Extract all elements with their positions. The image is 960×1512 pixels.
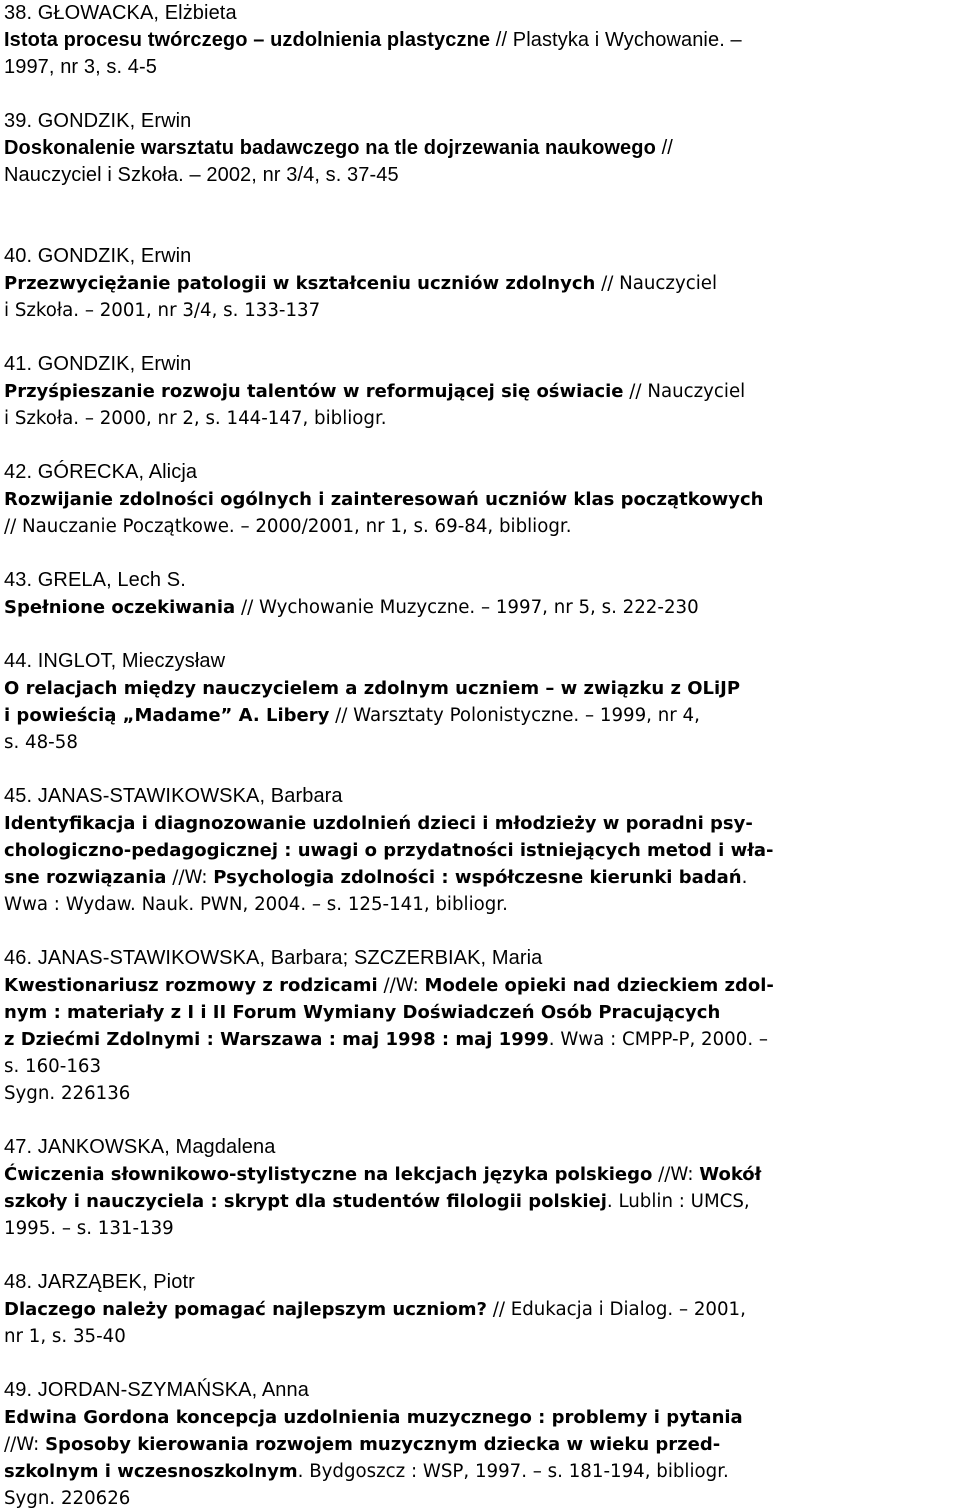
entry-number: 45.	[4, 785, 33, 807]
entry-title-text: sne rozwiązania	[4, 867, 167, 888]
bibliography-entry	[4, 108, 956, 189]
entry-source-text: s. 48-58	[4, 732, 78, 753]
entry-source-text: //W:	[4, 1434, 46, 1455]
entry-number: 42.	[4, 461, 33, 483]
entry-title-text: Modele opieki nad dzieckiem zdol-	[424, 975, 774, 996]
bibliography-entry	[4, 945, 956, 1107]
entry-source-text: 1997, nr 3, s. 4-5	[4, 56, 158, 78]
bibliography-entry	[4, 0, 956, 81]
entry-title-text: Dlaczego należy pomagać najlepszym uczniom?	[4, 1299, 487, 1320]
entry-text-line	[4, 513, 956, 540]
entry-source-text: Sygn. 220626	[4, 1488, 131, 1509]
entry-source-text: // Nauczyciel	[595, 273, 718, 294]
entry-title-text: Sposoby kierowania rozwojem muzycznym dziecka w wieku przed-	[45, 1434, 721, 1455]
entry-heading	[4, 0, 956, 27]
entry-number: 47.	[4, 1136, 33, 1158]
entry-heading	[4, 108, 956, 135]
entry-title-text: nym : materiały z I i II Forum Wymiany Doświadczeń Osób Pracujących	[4, 1002, 721, 1023]
entry-heading	[4, 783, 956, 810]
entry-text-line	[4, 1296, 956, 1323]
bibliography-entry	[4, 567, 956, 621]
entry-title-text: z Dziećmi Zdolnymi : Warszawa : maj 1998 : maj 1999	[4, 1029, 549, 1050]
entry-heading	[4, 351, 956, 378]
entry-author: JORDAN-SZYMAŃSKA, Anna	[32, 1379, 309, 1401]
entry-text-line	[4, 999, 956, 1026]
bibliography-entry	[4, 1269, 956, 1350]
entry-text-line	[4, 378, 956, 405]
entry-text-line	[4, 594, 956, 621]
entry-source-text: 1995. – s. 131-139	[4, 1218, 174, 1239]
entry-title-text: Spełnione oczekiwania	[4, 597, 236, 618]
entry-title-text: Istota procesu twórczego – uzdolnienia plastyczne	[4, 29, 491, 51]
entry-number: 48.	[4, 1271, 33, 1293]
entry-number: 49.	[4, 1379, 33, 1401]
entry-title-text: O relacjach między nauczycielem a zdolnym uczniem – w związku z OLiJP	[4, 678, 741, 699]
entry-text-line	[4, 864, 956, 891]
entry-heading	[4, 1377, 956, 1404]
entry-heading	[4, 648, 956, 675]
entry-number: 46.	[4, 947, 33, 969]
entry-source-text: nr 1, s. 35-40	[4, 1326, 126, 1347]
entry-text-line	[4, 837, 956, 864]
entry-source-text: // Nauczyciel	[623, 381, 746, 402]
entry-source-text: // Edukacja i Dialog. – 2001,	[486, 1299, 746, 1320]
entry-number: 39.	[4, 110, 33, 132]
entry-text-line	[4, 729, 956, 756]
entry-text-line	[4, 675, 956, 702]
entry-source-text: i Szkoła. – 2000, nr 2, s. 144-147, bibliogr.	[4, 408, 387, 429]
entry-author: JARZĄBEK, Piotr	[32, 1271, 195, 1293]
bibliography-entry	[4, 783, 956, 918]
entry-text-line	[4, 405, 956, 432]
entry-author: GONDZIK, Erwin	[32, 110, 192, 132]
entry-text-line	[4, 1053, 956, 1080]
entry-title-text: Wokół	[699, 1164, 762, 1185]
entry-text-line	[4, 270, 956, 297]
entry-heading	[4, 945, 956, 972]
entry-text-line	[4, 1458, 956, 1485]
entry-source-text: .	[741, 867, 748, 888]
entry-title-text: Przyśpieszanie rozwoju talentów w reformującej się oświacie	[4, 381, 624, 402]
entry-heading	[4, 567, 956, 594]
entry-author: GONDZIK, Erwin	[32, 353, 192, 375]
bibliography-entry	[4, 243, 956, 324]
entry-heading	[4, 1134, 956, 1161]
entry-title-text: Rozwijanie zdolności ogólnych i zainteresowań uczniów klas początkowych	[4, 489, 764, 510]
entry-source-text: . Wwa : CMPP-P, 2000. –	[548, 1029, 768, 1050]
entry-text-line	[4, 297, 956, 324]
entry-author: JANAS-STAWIKOWSKA, Barbara; SZCZERBIAK, Maria	[32, 947, 543, 969]
entry-text-line	[4, 54, 956, 81]
entry-title-text: szkolnym i wczesnoszkolnym	[4, 1461, 298, 1482]
entry-author: JANAS-STAWIKOWSKA, Barbara	[32, 785, 343, 807]
entry-title-text: i powieścią „Madame” A. Libery	[4, 705, 330, 726]
entry-source-text: //W:	[377, 975, 425, 996]
entry-source-text: // Wychowanie Muzyczne. – 1997, nr 5, s. 222-230	[235, 597, 699, 618]
entry-author: JANKOWSKA, Magdalena	[32, 1136, 276, 1158]
entry-source-text: i Szkoła. – 2001, nr 3/4, s. 133-137	[4, 300, 321, 321]
entry-text-line	[4, 1080, 956, 1107]
entry-text-line	[4, 1188, 956, 1215]
entry-title-text: Psychologia zdolności : współczesne kierunki badań	[213, 867, 742, 888]
entry-text-line	[4, 1161, 956, 1188]
bibliography-entry	[4, 1134, 956, 1242]
bibliography-entry	[4, 459, 956, 540]
entry-source-text: . Lublin : UMCS,	[606, 1191, 750, 1212]
entry-title-text: Przezwyciężanie patologii w kształceniu uczniów zdolnych	[4, 273, 596, 294]
entry-number: 41.	[4, 353, 33, 375]
entry-text-line	[4, 486, 956, 513]
entry-heading	[4, 459, 956, 486]
entry-text-line	[4, 1485, 956, 1512]
entry-heading	[4, 243, 956, 270]
entry-text-line	[4, 702, 956, 729]
entry-source-text: Wwa : Wydaw. Nauk. PWN, 2004. – s. 125-141, bibliogr.	[4, 894, 508, 915]
entry-source-text: // Plastyka i Wychowanie. –	[490, 29, 742, 51]
entry-source-text: // Nauczanie Początkowe. – 2000/2001, nr 1, s. 69-84, bibliogr.	[4, 516, 572, 537]
entry-author: INGLOT, Mieczysław	[32, 650, 226, 672]
entry-source-text: // Warsztaty Polonistyczne. – 1999, nr 4,	[329, 705, 700, 726]
bibliography-entry	[4, 351, 956, 432]
entry-text-line	[4, 1215, 956, 1242]
entry-title-text: Ćwiczenia słownikowo-stylistyczne na lekcjach języka polskiego	[4, 1164, 653, 1185]
entry-author: GÓRECKA, Alicja	[32, 461, 198, 483]
entry-number: 38.	[4, 2, 33, 24]
bibliography-entry	[4, 1377, 956, 1512]
entry-author: GONDZIK, Erwin	[32, 245, 192, 267]
entry-source-text: //	[655, 137, 673, 159]
entry-text-line	[4, 1026, 956, 1053]
entry-text-line	[4, 1404, 956, 1431]
entry-text-line	[4, 27, 956, 54]
entry-author: GŁOWACKA, Elżbieta	[32, 2, 237, 24]
entry-text-line	[4, 1323, 956, 1350]
entry-source-text: //W:	[166, 867, 214, 888]
entry-title-text: Kwestionariusz rozmowy z rodzicami	[4, 975, 378, 996]
entry-title-text: Identyfikacja i diagnozowanie uzdolnień dzieci i młodzieży w poradni psy-	[4, 813, 753, 834]
entry-source-text: //W:	[652, 1164, 700, 1185]
entry-text-line	[4, 135, 956, 162]
entry-title-text: Doskonalenie warsztatu badawczego na tle dojrzewania naukowego	[4, 137, 656, 159]
entry-source-text: Sygn. 226136	[4, 1083, 131, 1104]
entry-author: GRELA, Lech S.	[32, 569, 186, 591]
entry-number: 43.	[4, 569, 33, 591]
entry-title-text: szkoły i nauczyciela : skrypt dla studentów filologii polskiej	[4, 1191, 607, 1212]
entry-source-text: Nauczyciel i Szkoła. – 2002, nr 3/4, s. 37-45	[4, 164, 399, 186]
entry-number: 44.	[4, 650, 33, 672]
entry-text-line	[4, 891, 956, 918]
entry-heading	[4, 1269, 956, 1296]
entry-number: 40.	[4, 245, 33, 267]
entry-text-line	[4, 810, 956, 837]
entry-source-text: s. 160-163	[4, 1056, 102, 1077]
entry-title-text: chologiczno-pedagogicznej : uwagi o przydatności istniejących metod i wła-	[4, 840, 774, 861]
entry-text-line	[4, 162, 956, 189]
entry-text-line	[4, 1431, 956, 1458]
entry-title-text: Edwina Gordona koncepcja uzdolnienia muzycznego : problemy i pytania	[4, 1407, 743, 1428]
entry-text-line	[4, 972, 956, 999]
entry-source-text: . Bydgoszcz : WSP, 1997. – s. 181-194, bibliogr.	[297, 1461, 729, 1482]
bibliography-entry	[4, 648, 956, 756]
